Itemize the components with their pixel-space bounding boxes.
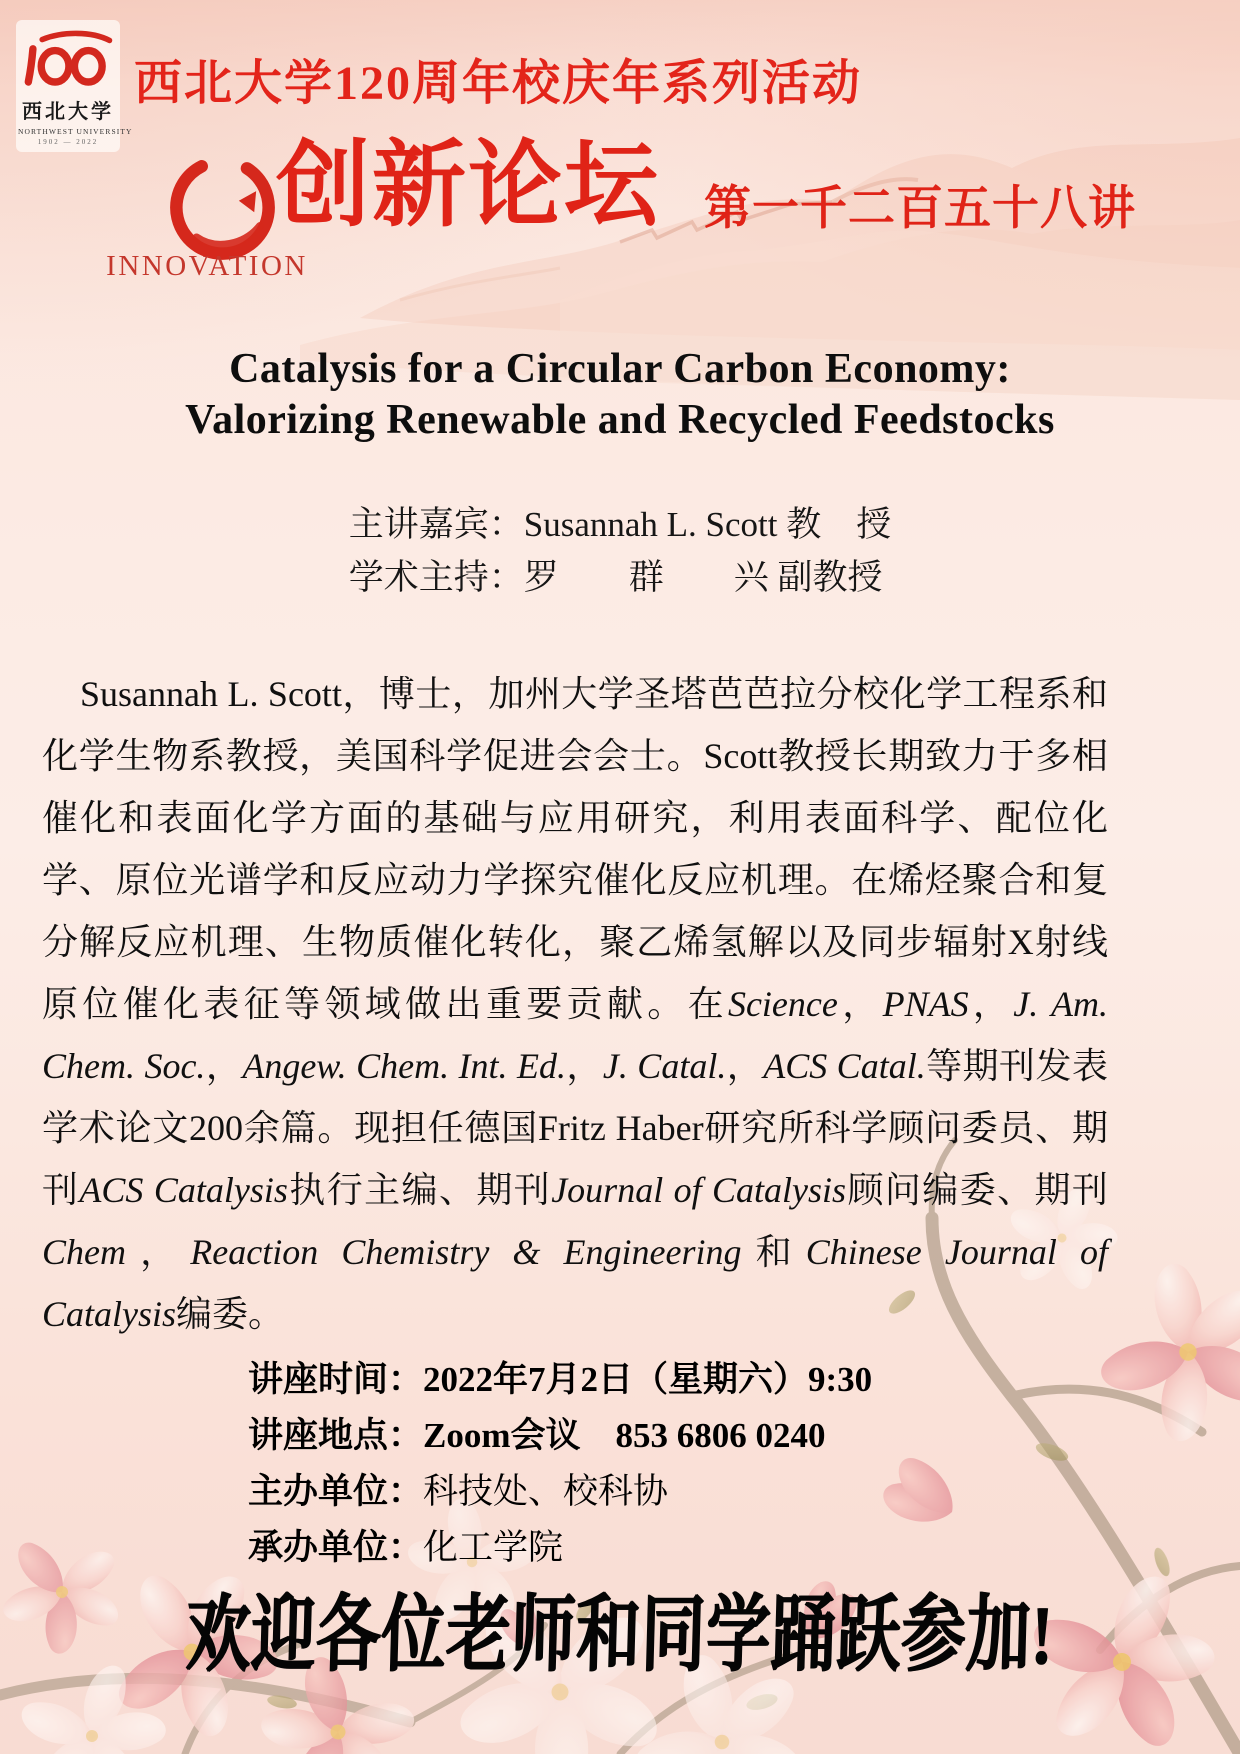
detail-row [248,1408,872,1464]
lecture-number: 第一千二百五十八讲 [704,181,1136,234]
bio-segment: Journal of Catalysis [551,1170,847,1210]
speaker-name: Susannah L. Scott [523,505,778,544]
host-label: 学术主持： [348,558,524,597]
bio-segment: ， [126,1232,191,1272]
detail-value: 科技处、校科协 [423,1472,669,1511]
speaker-label: 主讲嘉宾： [348,505,524,544]
host-name: 罗 群 兴 [523,558,769,597]
bio-segment: 等期刊发表学术论文200余篇。现担任德国Fritz Haber研究所科学顾问委员、期刊 [42,1046,1108,1210]
detail-label: 承办单位： [248,1528,424,1567]
detail-value: 2022年7月2日（星期六）9:30 [423,1360,873,1399]
speaker-line [349,498,892,551]
bio-segment: Chinese Journal of Catalysis [42,1232,1108,1334]
bio-segment: Angew. Chem. Int. Ed. [242,1046,566,1086]
welcome-text: 欢迎各位老师和同学踊跃参加! [184,1588,1055,1683]
bio-segment: ACS Catalysis [79,1170,288,1210]
bio-segment: J. Catal. [602,1046,727,1086]
detail-label: 讲座时间： [248,1360,424,1399]
detail-label: 讲座地点： [248,1416,424,1455]
university-name-cn: 西北大学 [22,101,114,123]
university-100-mark-icon [20,28,116,88]
bio-segment: ， [565,1046,603,1086]
bio-segment: ， [726,1046,764,1086]
host-line [349,551,892,604]
university-years: 1902 — 2022 [37,138,99,146]
speaker-title: 教 授 [777,505,892,544]
bio-segment: ， [205,1046,243,1086]
bio-segment: 执行主编、期刊 [287,1170,552,1210]
bio-segment: PNAS [882,984,969,1024]
bio-segment: Chem [42,1232,126,1272]
bio-segment: ， [837,984,883,1024]
lecture-title [0,344,1240,446]
bio-segment: 和 [741,1232,806,1272]
anniversary-series-line: 西北大学120周年校庆年系列活动 [134,57,863,110]
welcome-calligraphy [0,1582,1240,1683]
bio-segment: 编委。 [176,1294,285,1334]
speaker-biography [42,663,1108,1345]
detail-row [248,1352,872,1408]
detail-row [248,1464,872,1520]
university-name-en: NORTHWEST UNIVERSITY [18,127,133,136]
bio-segment: ， [968,984,1014,1024]
bio-segment: ACS Catal. [763,1046,926,1086]
bio-segment: 顾问编委、期刊 [846,1170,1108,1210]
event-details [248,1352,872,1576]
innovation-label: INNOVATION [106,250,308,282]
bio-segment: Science [727,984,838,1024]
host-title: 副教授 [768,558,883,597]
bio-segment: J. Am. Chem. Soc. [42,984,1108,1086]
forum-title: 创新论坛 [276,132,661,237]
lecture-title-line2: Valorizing Renewable and Recycled Feedstocks [185,397,1055,443]
bio-segment: Reaction Chemistry & Engineering [190,1232,742,1272]
lecture-title-line1: Catalysis for a Circular Carbon Economy: [229,346,1011,392]
bio-segment: Susannah L. Scott，博士，加州大学圣塔芭芭拉分校化学工程系和化学生物系教授，美国科学促进会会士。Scott教授长期致力于多相催化和表面化学方面的基础与应用研究，利用表面科学、配位化学、原位光谱学和反应动力学探究催化反应机理。在烯烃聚合和复分解反应机理、生物质催化转化，聚乙烯氢解以及同步辐射X射线原位催化表征等领域做出重要贡献。在 [42,674,1108,1024]
detail-label: 主办单位： [248,1472,424,1511]
university-logo [16,20,133,152]
detail-value: 化工学院 [423,1528,564,1567]
speakers-block [0,498,1240,604]
detail-value: Zoom会议 853 6806 0240 [423,1416,826,1455]
